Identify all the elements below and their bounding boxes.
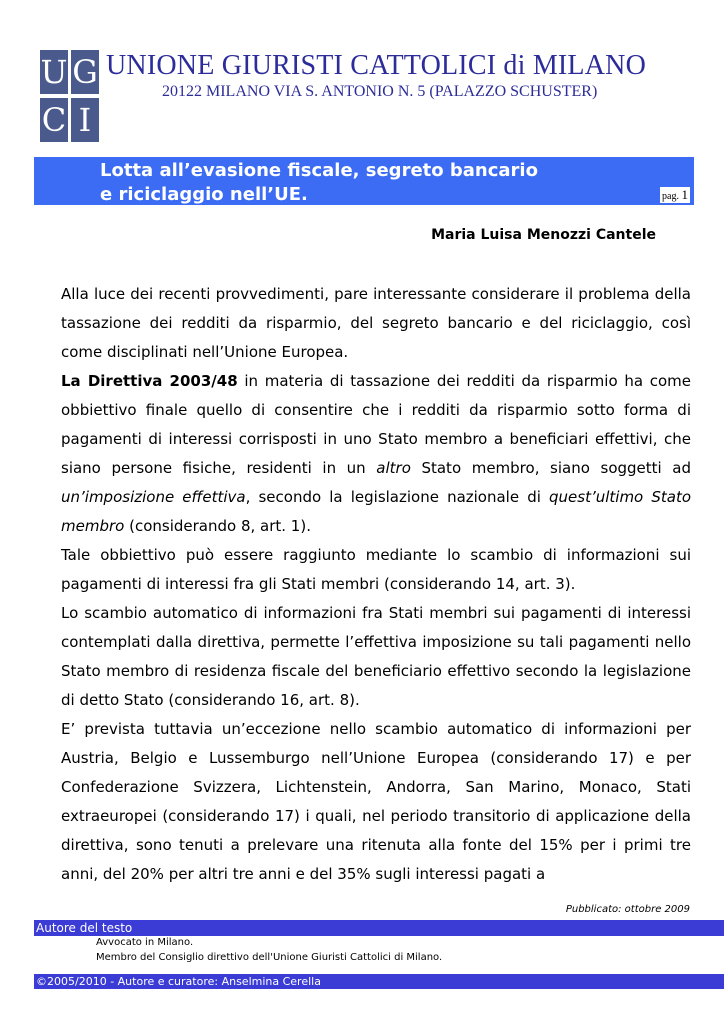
- org-name-city: MILANO: [532, 50, 646, 81]
- paragraph-3: Tale obbiettivo può essere raggiunto mediante lo scambio di informazioni sui pagamenti di interessi fra gli Stati membri (considerando 14, art. 3).: [61, 546, 691, 593]
- p2-italic-1: altro: [376, 459, 411, 477]
- document-title: [100, 159, 538, 207]
- ugci-logo: [40, 50, 100, 142]
- title-line-2: e riciclaggio nell’UE.: [100, 184, 308, 205]
- paragraph-2: [61, 367, 691, 541]
- organization-address: 20122 MILANO VIA S. ANTONIO N. 5 (PALAZZO SCHUSTER): [162, 83, 598, 100]
- logo-letter-u: U: [40, 50, 68, 94]
- publication-date: Pubblicato: ottobre 2009: [565, 904, 690, 915]
- footer-author-heading: Autore del testo: [36, 921, 133, 935]
- org-name-main: UNIONE GIURISTI CATTOLICI: [106, 50, 497, 81]
- logo-letter-c: C: [40, 98, 68, 142]
- logo-letter-g: G: [71, 50, 99, 94]
- p2-part-d: (considerando 8, art. 1).: [124, 517, 311, 535]
- org-name-di: di: [503, 50, 526, 81]
- organization-name: [106, 50, 646, 82]
- p2-italic-2: un’imposizione effettiva: [61, 488, 246, 506]
- directive-reference: La Direttiva 2003/48: [61, 372, 238, 390]
- footer-author-line-2: Membro del Consiglio direttivo dell'Unione Giuristi Cattolici di Milano.: [96, 952, 443, 963]
- footer-copyright: ©2005/2010 - Autore e curatore: Anselmina Cerella: [36, 975, 321, 988]
- page-number: [660, 187, 690, 203]
- page-label: pag.: [662, 191, 679, 202]
- p2-part-c: , secondo la legislazione nazionale di: [245, 488, 549, 506]
- footer-author-line-1: Avvocato in Milano.: [96, 937, 194, 948]
- article-author: Maria Luisa Menozzi Cantele: [431, 227, 656, 243]
- article-body: [61, 280, 691, 889]
- paragraph-1: Alla luce dei recenti provvedimenti, pare interessante considerare il problema della tassazione dei redditi da risparmio, del segreto bancario e del riciclaggio, così come disciplinati nell’Unione Europea.: [61, 285, 691, 361]
- paragraph-5: E’ prevista tuttavia un’eccezione nello scambio automatico di informazioni per Austria, Belgio e Lussemburgo nell’Unione Europea (considerando 17) e per Confederazione Svizzera, Lichtenstein, Andorra, San Marino, Monaco, Stati extraeuropei (considerando 17) i quali, nel periodo transitorio di applicazione della direttiva, sono tenuti a prelevare una ritenuta alla fonte del 15% per i primi tre anni, del 20% per altri tre anni e del 35% sugli interessi pagati a: [61, 720, 691, 883]
- page-number-value: 1: [681, 187, 688, 202]
- p2-italic-3: quest’ultimo Stato membro: [61, 488, 692, 535]
- logo-letter-i: I: [71, 98, 99, 142]
- footer-copyright-bar: [34, 974, 724, 989]
- title-bar: [34, 157, 694, 205]
- p2-part-b: Stato membro, siano soggetti ad: [410, 459, 692, 477]
- footer-author-bar: [34, 920, 724, 936]
- title-line-1: Lotta all’evasione fiscale, segreto bancario: [100, 160, 538, 181]
- paragraph-4: Lo scambio automatico di informazioni fra Stati membri sui pagamenti di interessi contemplati dalla direttiva, permette l’effettiva imposizione su tali pagamenti nello Stato membro di residenza fiscale del beneficiario effettivo secondo la legislazione di detto Stato (considerando 16, art. 8).: [61, 604, 691, 709]
- p2-part-a: in materia di tassazione dei redditi da risparmio ha come obbiettivo finale quello di consentire che i redditi da risparmio sotto forma di pagamenti di interessi corrisposti in uno Stato membro a beneficiari effettivi, che siano persone fisiche, residenti in un: [61, 372, 691, 477]
